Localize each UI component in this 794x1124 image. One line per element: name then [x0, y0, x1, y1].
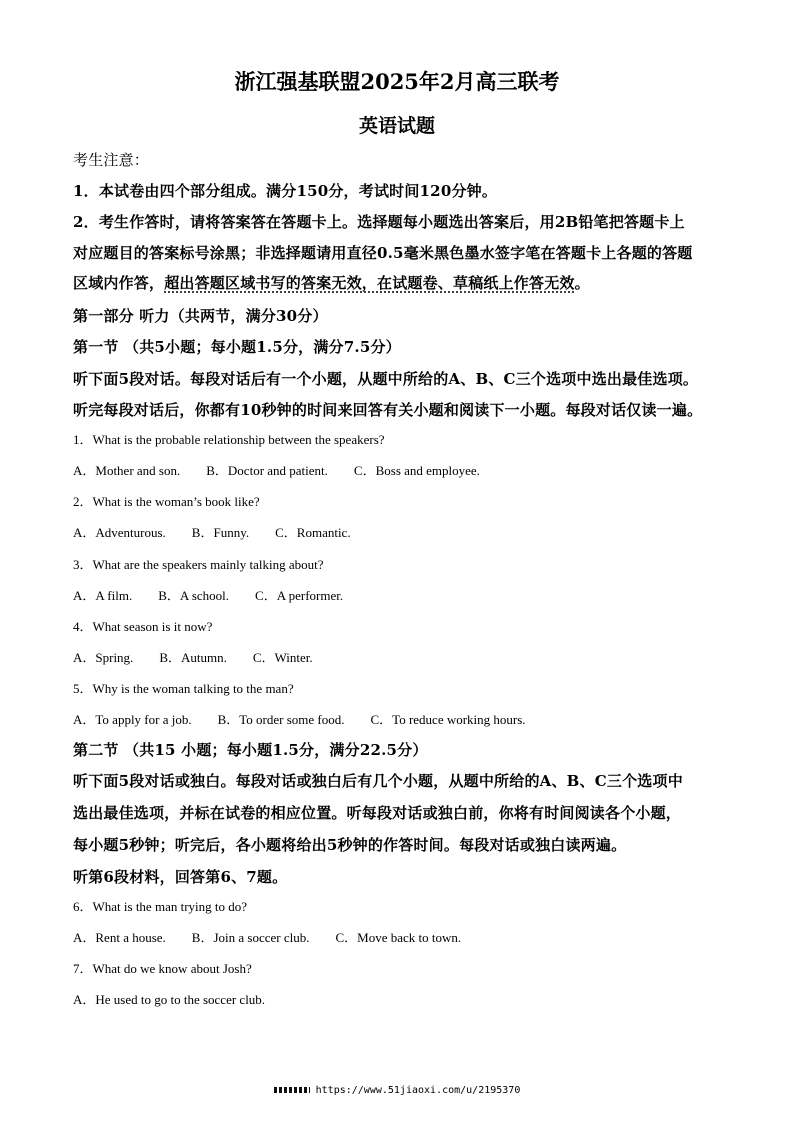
option-c: C．Winter.: [252, 650, 313, 665]
option-b: B．To order some food.: [217, 712, 345, 727]
part1-heading: 第一部分 听力（共两节，满分30分）: [73, 307, 328, 325]
question-1-options: [73, 462, 725, 480]
page-footer: [0, 1085, 794, 1096]
exam-subtitle: 英语试题: [358, 115, 435, 137]
section2-heading: 第二节 （共15 小题；每小题1.5分，满分22.5分）: [73, 741, 428, 759]
option-a: A．Spring.: [73, 650, 134, 665]
option-a: A．A film.: [73, 588, 133, 603]
question-6: 6．What is the man trying to do?: [73, 899, 248, 914]
question-3-options: [73, 587, 725, 605]
question-5: 5．Why is the woman talking to the man?: [73, 681, 294, 696]
question-7-options: [73, 991, 725, 1009]
question-4-options: [73, 649, 725, 667]
option-b: B．Doctor and patient.: [206, 463, 328, 478]
option-b: B．Join a soccer club.: [191, 930, 310, 945]
section2-instruction-line-1: 听下面5段对话或独白。每段对话或独白后有几个小题，从题中所给的A、B、C三个选项中: [73, 772, 683, 790]
option-a: A．Adventurous.: [73, 525, 166, 540]
option-c: C．To reduce working hours.: [370, 712, 526, 727]
question-3: 3．What are the speakers mainly talking about?: [73, 557, 324, 572]
notice-label: 考生注意：: [73, 151, 150, 169]
question-2-options: [73, 524, 725, 542]
exam-title: 浙江强基联盟2025年2月高三联考: [234, 69, 560, 94]
question-2: 2．What is the woman’s book like?: [73, 494, 260, 509]
notice-item-2-line-3: [73, 272, 725, 294]
material-6-heading: 听第6段材料，回答第6、7题。: [73, 868, 288, 886]
option-c: C．Move back to town.: [335, 930, 462, 945]
question-4: 4．What season is it now?: [73, 619, 213, 634]
section2-instruction-line-3: 每小题5秒钟；听完后，各小题将给出5秒钟的作答时间。每段对话或独白读两遍。: [73, 836, 627, 854]
option-b: B．A school.: [158, 588, 230, 603]
question-1: 1．What is the probable relationship between the speakers?: [73, 432, 385, 447]
watermark-mark: [274, 1087, 310, 1093]
notice-item-2-line-1: 2．考生作答时，请将答案答在答题卡上。选择题每小题选出答案后，用2B铅笔把答题卡上: [73, 213, 685, 231]
section1-instruction-line-2: 听完每段对话后，你都有10秒钟的时间来回答有关小题和阅读下一小题。每段对话仅读一遍。: [73, 401, 703, 419]
option-a: A．To apply for a job.: [73, 712, 192, 727]
section1-heading: 第一节 （共5小题；每小题1.5分，满分7.5分）: [73, 338, 401, 356]
question-7: 7．What do we know about Josh?: [73, 961, 252, 976]
question-6-options: [73, 929, 725, 947]
option-b: B．Funny.: [191, 525, 250, 540]
option-a: A．Mother and son.: [73, 463, 181, 478]
emphasized-notice-text: 超出答题区域书写的答案无效，在试题卷、草稿纸上作答无效: [164, 274, 575, 292]
option-a: A．Rent a house.: [73, 930, 166, 945]
notice-text: 区域内作答，: [73, 274, 165, 292]
notice-item-1: 1．本试卷由四个部分组成。满分150分，考试时间120分钟。: [73, 182, 498, 200]
option-c: C．Romantic.: [275, 525, 351, 540]
option-c: C．A performer.: [255, 588, 344, 603]
footer-url[interactable]: https://www.51jiaoxi.com/u/2195370: [315, 1085, 521, 1096]
section2-instruction-line-2: 选出最佳选项，并标在试卷的相应位置。听每段对话或独白前，你将有时间阅读各个小题，: [73, 804, 682, 822]
notice-item-2-line-2: 对应题目的答案标号涂黑；非选择题请用直径0.5毫米黑色墨水签字笔在答题卡上各题的答题: [73, 244, 693, 262]
option-a: A．He used to go to the soccer club.: [73, 992, 266, 1007]
notice-text-end: 。: [574, 274, 590, 292]
section1-instruction-line-1: 听下面5段对话。每段对话后有一个小题，从题中所给的A、B、C三个选项中选出最佳选项。: [73, 370, 699, 388]
question-5-options: [73, 711, 725, 729]
option-b: B．Autumn.: [159, 650, 227, 665]
option-c: C．Boss and employee.: [353, 463, 480, 478]
